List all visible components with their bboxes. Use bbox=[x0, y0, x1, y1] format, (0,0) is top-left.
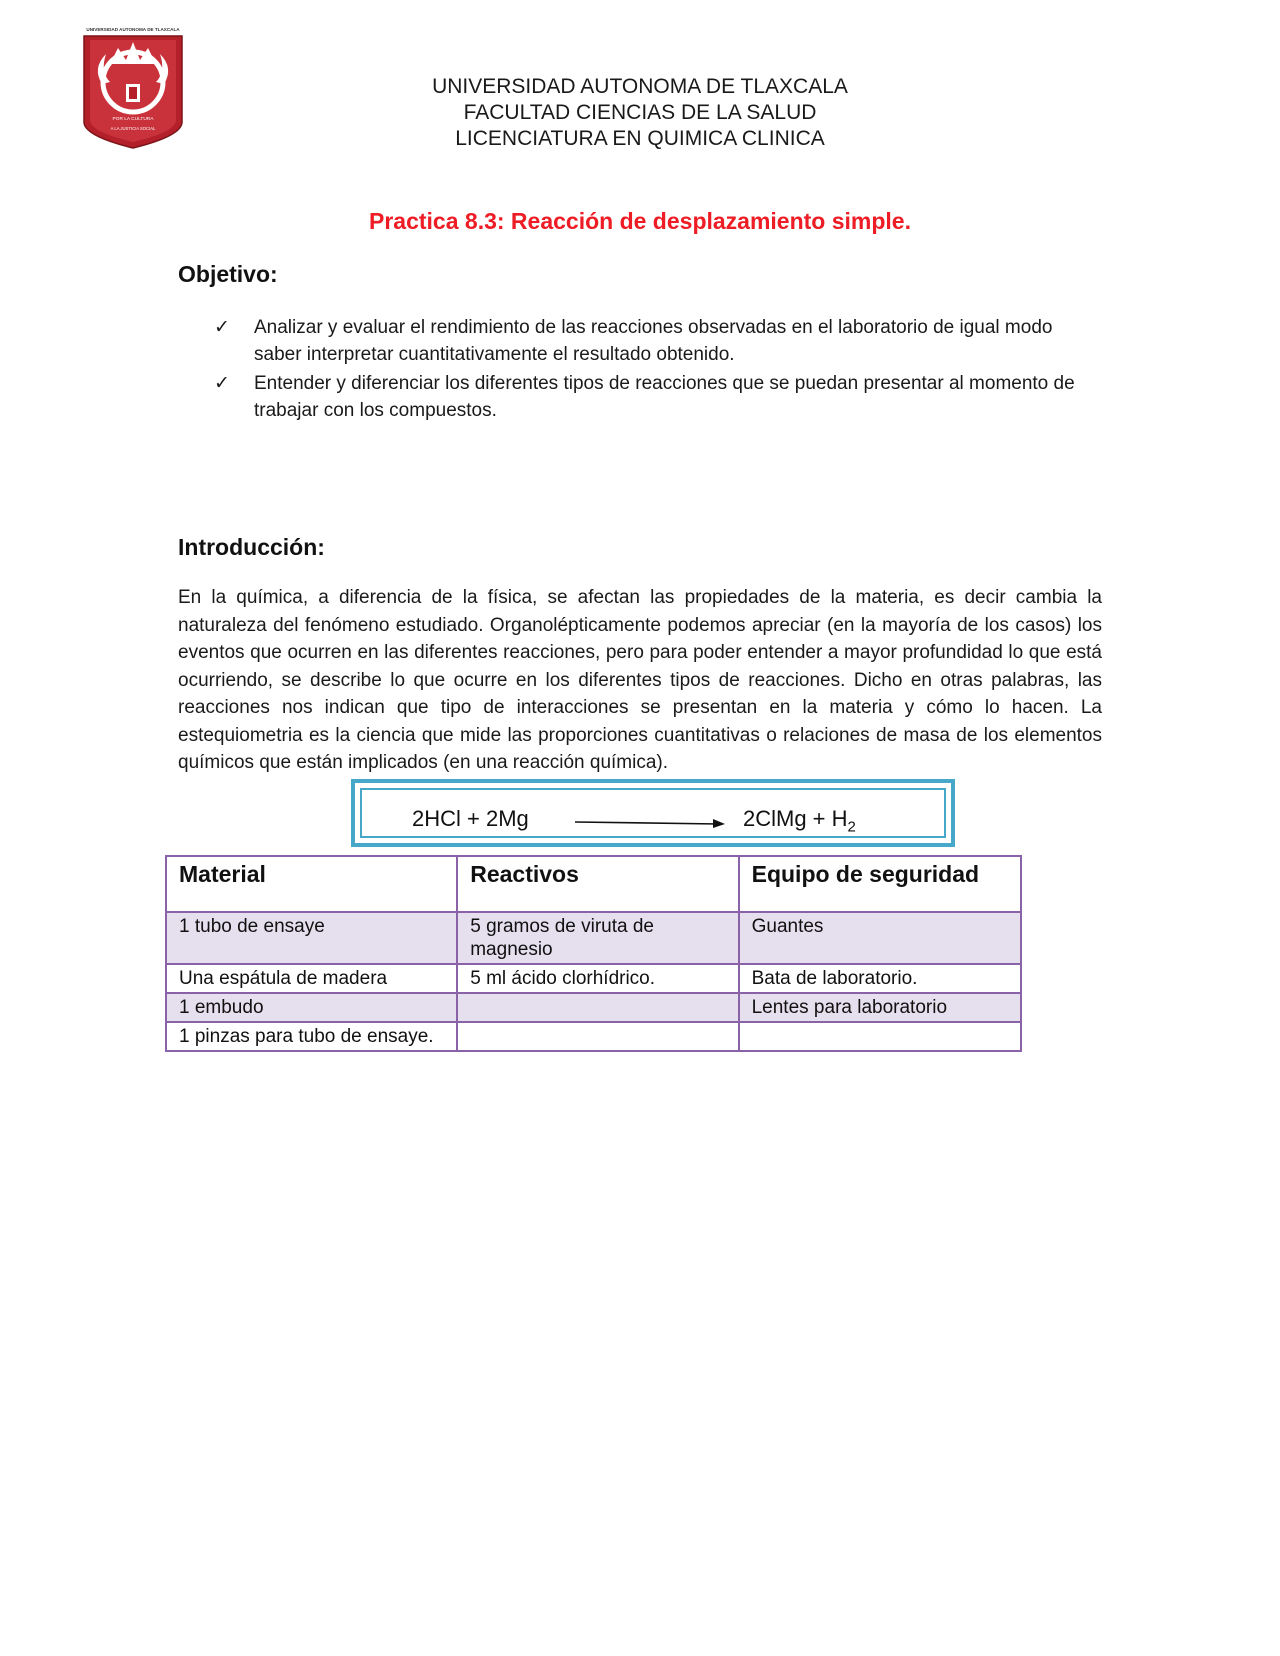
header-program: LICENCIATURA EN QUIMICA CLINICA bbox=[455, 127, 825, 150]
logo-caption: UNIVERSIDAD AUTONOMA DE TLAXCALA bbox=[86, 27, 180, 32]
table-cell: Guantes bbox=[739, 912, 1021, 964]
table-cell: 5 ml ácido clorhídrico. bbox=[457, 964, 738, 993]
table-row bbox=[166, 912, 1021, 964]
checkmark-icon: ✓ bbox=[214, 317, 230, 338]
equation-products bbox=[743, 806, 856, 835]
column-header-equipo: Equipo de seguridad bbox=[739, 856, 1021, 912]
objective-text: Analizar y evaluar el rendimiento de las reacciones observadas en el laboratorio de igual modo saber interpretar cuantitativamente el resultado obtenido. bbox=[254, 317, 1053, 365]
table-cell: 1 tubo de ensaye bbox=[166, 912, 457, 964]
list-item bbox=[214, 314, 1094, 368]
equation-subscript: 2 bbox=[847, 818, 856, 836]
table-cell: Lentes para laboratorio bbox=[739, 993, 1021, 1022]
introduction-body: En la química, a diferencia de la física, se afectan las propiedades de la materia, es decir cambia la naturaleza del fenómeno estudiado. Organolépticamente podemos apreciar (en la mayoría de los casos) los eventos que ocurren en las diferentes reacciones, pero para poder entender a mayor profundidad lo que está ocurriendo, se describe lo que ocurre en los diferentes tipos de reacciones. Dicho en otras palabras, las reacciones nos indican que tipo de interacciones se presentan en la materia y cómo lo hacen. La estequiometria es la ciencia que mide las proporciones cuantitativas o relaciones de masa de los elementos químicos que están implicados (en una reacción química). bbox=[178, 587, 1102, 773]
right-arrow-icon bbox=[575, 812, 727, 832]
institution-header bbox=[300, 74, 980, 152]
equation-products-main: 2ClMg + H bbox=[743, 806, 848, 831]
table-row bbox=[166, 993, 1021, 1022]
equation-box bbox=[351, 779, 955, 847]
column-header-reactivos: Reactivos bbox=[457, 856, 738, 912]
page-title: Practica 8.3: Reacción de desplazamiento simple. bbox=[369, 208, 911, 234]
header-university: UNIVERSIDAD AUTONOMA DE TLAXCALA bbox=[432, 75, 848, 98]
table-cell bbox=[457, 993, 738, 1022]
table-header-row bbox=[166, 856, 1021, 912]
table-cell: 1 embudo bbox=[166, 993, 457, 1022]
table-cell bbox=[739, 1022, 1021, 1051]
checkmark-icon: ✓ bbox=[214, 373, 230, 394]
header-faculty: FACULTAD CIENCIAS DE LA SALUD bbox=[463, 101, 817, 124]
logo-motto-top: POR LA CULTURA bbox=[112, 117, 154, 122]
objectives-heading: Objetivo: bbox=[178, 261, 278, 287]
table-row bbox=[166, 964, 1021, 993]
table-cell: 1 pinzas para tubo de ensaye. bbox=[166, 1022, 457, 1051]
equation-reactants: 2HCl + 2Mg bbox=[412, 806, 529, 831]
objective-text: Entender y diferenciar los diferentes tipos de reacciones que se puedan presentar al momento de trabajar con los compuestos. bbox=[254, 373, 1075, 421]
table-row bbox=[166, 1022, 1021, 1051]
materials-table bbox=[165, 855, 1022, 1052]
equation-inner-frame bbox=[360, 788, 946, 838]
table-cell: 5 gramos de viruta de magnesio bbox=[457, 912, 738, 964]
list-item bbox=[214, 370, 1094, 424]
table-cell: Una espátula de madera bbox=[166, 964, 457, 993]
objectives-list bbox=[214, 314, 1094, 426]
table-cell bbox=[457, 1022, 738, 1051]
logo-motto-bottom: A LA JUSTICIA SOCIAL bbox=[110, 126, 156, 131]
column-header-material: Material bbox=[166, 856, 457, 912]
introduction-heading: Introducción: bbox=[178, 534, 325, 560]
university-logo bbox=[80, 24, 186, 152]
table-cell: Bata de laboratorio. bbox=[739, 964, 1021, 993]
